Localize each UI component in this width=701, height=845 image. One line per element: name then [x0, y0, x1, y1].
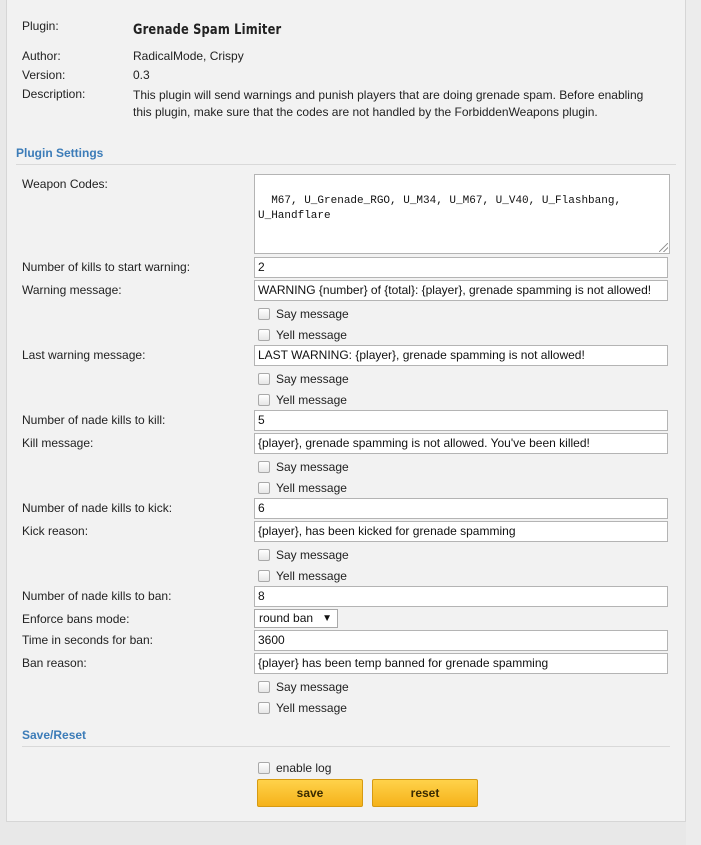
last-warning-say-option[interactable] — [258, 371, 349, 387]
kills-warning-input[interactable]: 2 — [254, 257, 668, 278]
description-value: This plugin will send warnings and punish players that are doing grenade spam. Before enabling this plugin, make sure that the codes are not handled by the ForbiddenWeapons plugin. — [133, 88, 644, 119]
settings-divider — [16, 164, 676, 165]
kick-reason-label: Kick reason: — [22, 524, 89, 538]
version-value: 0.3 — [133, 68, 150, 82]
last-warning-yell-option[interactable] — [258, 392, 347, 408]
weapon-codes-text: M67, U_Grenade_RGO, U_M34, U_M67, U_V40, U_Flashbang, U_Handflare — [258, 195, 622, 222]
plugin-title: Grenade Spam Limiter — [133, 22, 282, 38]
warning-say-option[interactable] — [258, 306, 349, 322]
author-label: Author: — [22, 49, 61, 63]
kill-message-input[interactable]: {player}, grenade spamming is not allowed. You've been killed! — [254, 433, 668, 454]
warning-message-label: Warning message: — [22, 283, 122, 297]
warning-message-input[interactable]: WARNING {number} of {total}: {player}, grenade spamming is not allowed! — [254, 280, 668, 301]
ban-time-label: Time in seconds for ban: — [22, 633, 153, 647]
kick-count-input[interactable]: 6 — [254, 498, 668, 519]
kick-say-option[interactable] — [258, 547, 349, 563]
dropdown-arrow-icon: ▼ — [322, 613, 332, 624]
last-warning-yell-label: Yell message — [276, 392, 347, 407]
save-button[interactable]: save — [257, 779, 363, 807]
last-warning-label: Last warning message: — [22, 348, 146, 362]
kill-count-label: Number of nade kills to kill: — [22, 413, 166, 427]
ban-yell-checkbox[interactable] — [258, 702, 270, 714]
ban-count-label: Number of nade kills to ban: — [22, 589, 172, 603]
ban-yell-label: Yell message — [276, 700, 347, 715]
warning-yell-option[interactable] — [258, 327, 347, 343]
ban-count-input[interactable]: 8 — [254, 586, 668, 607]
ban-mode-select[interactable] — [254, 609, 338, 628]
scrollbar-track[interactable] — [686, 0, 701, 845]
resize-grip-icon[interactable] — [659, 243, 668, 252]
warning-yell-label: Yell message — [276, 327, 347, 342]
kill-say-label: Say message — [276, 459, 349, 474]
warning-say-checkbox[interactable] — [258, 308, 270, 320]
warning-say-label: Say message — [276, 306, 349, 321]
description-label: Description: — [22, 87, 86, 101]
kill-yell-checkbox[interactable] — [258, 482, 270, 494]
ban-say-checkbox[interactable] — [258, 681, 270, 693]
weapon-codes-label: Weapon Codes: — [22, 177, 108, 191]
kick-reason-input[interactable]: {player}, has been kicked for grenade spamming — [254, 521, 668, 542]
kick-say-label: Say message — [276, 547, 349, 562]
save-reset-header: Save/Reset — [22, 728, 87, 742]
last-warning-input[interactable]: LAST WARNING: {player}, grenade spamming is not allowed! — [254, 345, 668, 366]
kick-yell-checkbox[interactable] — [258, 570, 270, 582]
enable-log-checkbox[interactable] — [258, 762, 270, 774]
reset-button[interactable]: reset — [372, 779, 478, 807]
kick-say-checkbox[interactable] — [258, 549, 270, 561]
enable-log-option[interactable] — [258, 760, 331, 776]
author-value: RadicalMode, Crispy — [133, 49, 244, 63]
weapon-codes-textarea[interactable] — [254, 174, 670, 254]
last-warning-say-checkbox[interactable] — [258, 373, 270, 385]
ban-time-input[interactable]: 3600 — [254, 630, 668, 651]
plugin-label: Plugin: — [22, 19, 59, 33]
ban-yell-option[interactable] — [258, 700, 347, 716]
plugin-settings-header: Plugin Settings — [16, 146, 104, 160]
warning-yell-checkbox[interactable] — [258, 329, 270, 341]
kick-yell-option[interactable] — [258, 568, 347, 584]
ban-say-label: Say message — [276, 679, 349, 694]
kill-message-label: Kill message: — [22, 436, 94, 450]
save-reset-divider — [22, 746, 670, 747]
enable-log-label: enable log — [276, 760, 332, 775]
ban-reason-label: Ban reason: — [22, 656, 87, 670]
kills-warning-label: Number of kills to start warning: — [22, 260, 191, 274]
kill-yell-option[interactable] — [258, 480, 347, 496]
kick-count-label: Number of nade kills to kick: — [22, 501, 173, 515]
ban-say-option[interactable] — [258, 679, 349, 695]
version-label: Version: — [22, 68, 66, 82]
ban-mode-value: round ban — [259, 611, 314, 625]
last-warning-yell-checkbox[interactable] — [258, 394, 270, 406]
kill-count-input[interactable]: 5 — [254, 410, 668, 431]
kill-say-option[interactable] — [258, 459, 349, 475]
kill-say-checkbox[interactable] — [258, 461, 270, 473]
ban-mode-label: Enforce bans mode: — [22, 612, 130, 626]
last-warning-say-label: Say message — [276, 371, 349, 386]
kick-yell-label: Yell message — [276, 568, 347, 583]
ban-reason-input[interactable]: {player} has been temp banned for grenade spamming — [254, 653, 668, 674]
kill-yell-label: Yell message — [276, 480, 347, 495]
